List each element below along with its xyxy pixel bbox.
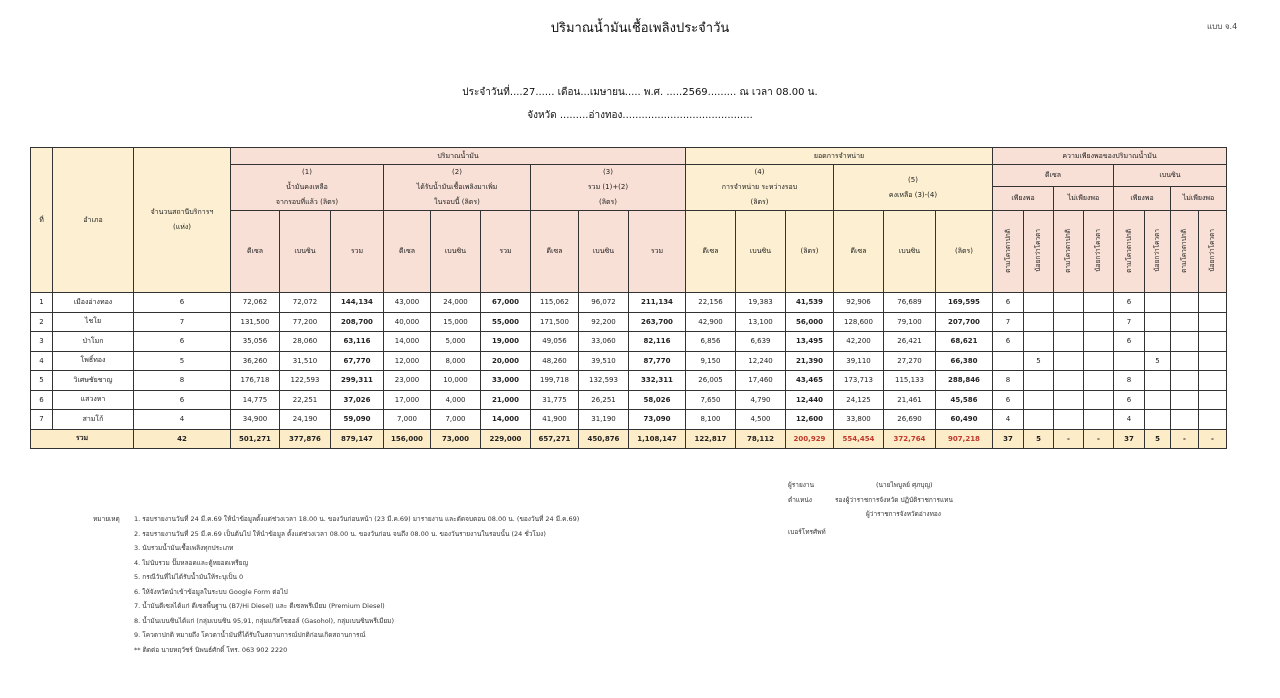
total-value: 200,929: [786, 429, 834, 448]
row-stations: 4: [134, 410, 231, 430]
leaf-quota-normal: ตามโควตาปกติ: [1003, 228, 1012, 273]
row-sufficiency: [1145, 312, 1171, 332]
row-value: 263,700: [629, 312, 686, 332]
sub4-unit: (ลิตร): [750, 198, 769, 206]
note-item: 7. น้ำมันดีเซลได้แก่ ดีเซลพื้นฐาน (B7/Hi Diesel) และ ดีเซลพรีเมียม (Premium Diesel): [134, 602, 385, 610]
row-value: 67,770: [331, 351, 384, 371]
row-sufficiency: [1024, 312, 1054, 332]
leaf-quota-less: น้อยกว่าโควตา: [1034, 229, 1042, 272]
row-sufficiency: [1084, 312, 1114, 332]
row-value: 27,270: [884, 351, 936, 371]
row-value: 173,713: [834, 371, 884, 391]
row-no: 3: [31, 332, 53, 352]
row-value: 87,770: [629, 351, 686, 371]
row-sufficiency: [1199, 390, 1227, 410]
row-value: 24,125: [834, 390, 884, 410]
date-line: ประจำวันที่....27...... เดือน...เมษายน..... พ.ศ. .....2569......... ณ เวลา 08.00 น.: [462, 87, 818, 98]
row-district: ป่าโมก: [53, 332, 134, 352]
row-value: 42,900: [686, 312, 736, 332]
table-row: [31, 293, 1227, 313]
reporter-label: ผู้รายงาน: [788, 481, 815, 489]
position-label: ตำแหน่ง: [788, 496, 812, 504]
row-sufficiency: 8: [993, 371, 1024, 391]
note-item: ** ติดต่อ นายหฤวัชร์ นิพนธ์ศักดิ์ โทร. 063 902 2220: [134, 645, 288, 654]
table-row: [31, 410, 1227, 430]
row-value: 39,110: [834, 351, 884, 371]
leaf-total: รวม: [629, 211, 686, 293]
row-value: 26,421: [884, 332, 936, 352]
note-text: 1. รอบรายงานวันที่ 24 มี.ค.69 ให้นำข้อมูลตั้งแต่ช่วงเวลา 18.00 น. ของวันก่อนหน้า (23 มี.ค.69) มารายงาน และตัดจบตอน 08.00 น. (ของวันที่ 24 มี.ค.69): [134, 515, 580, 523]
row-value: 76,689: [884, 293, 936, 313]
total-value: 122,817: [686, 429, 736, 448]
leaf-quota-less: น้อยกว่าโควตา: [1208, 229, 1216, 272]
sub2-num: (2): [452, 168, 462, 176]
sub5-title: คงเหลือ (3)-(4): [888, 190, 938, 199]
suf-diesel-header: ดีเซล: [993, 165, 1114, 187]
row-sufficiency: 6: [1114, 293, 1145, 313]
row-sufficiency: 6: [993, 390, 1024, 410]
row-value: 31,190: [579, 410, 629, 430]
row-sufficiency: [1024, 410, 1054, 430]
row-value: 4,500: [736, 410, 786, 430]
row-value: 332,311: [629, 371, 686, 391]
total-sufficiency: 37: [1114, 429, 1145, 448]
row-value: 14,000: [384, 332, 431, 352]
row-stations: 6: [134, 293, 231, 313]
row-value: 63,116: [331, 332, 384, 352]
row-stations: 7: [134, 312, 231, 332]
row-value: 82,116: [629, 332, 686, 352]
row-sufficiency: [993, 351, 1024, 371]
row-value: 15,000: [431, 312, 481, 332]
row-sufficiency: [1084, 293, 1114, 313]
row-value: 22,156: [686, 293, 736, 313]
row-value: 48,260: [531, 351, 579, 371]
row-value: 96,072: [579, 293, 629, 313]
row-district: แสวงหา: [53, 390, 134, 410]
row-stations: 6: [134, 332, 231, 352]
leaf-quota-normal: ตามโควตาปกติ: [1064, 228, 1072, 273]
row-value: 115,133: [884, 371, 936, 391]
col-stations-header: [134, 148, 231, 293]
row-sufficiency: [1145, 332, 1171, 352]
col-stations-line2: (แห่ง): [172, 223, 191, 231]
row-value: 41,539: [786, 293, 834, 313]
row-value: 7,000: [384, 410, 431, 430]
row-value: 58,026: [629, 390, 686, 410]
row-value: 21,000: [481, 390, 531, 410]
row-sufficiency: [1199, 371, 1227, 391]
leaf-benzin: เบนซิน: [884, 211, 936, 293]
row-value: 169,595: [936, 293, 993, 313]
leaf-total: รวม: [331, 211, 384, 293]
row-value: 4,000: [431, 390, 481, 410]
row-value: 5,000: [431, 332, 481, 352]
col-district-header: อำเภอ: [53, 148, 134, 293]
row-sufficiency: [1054, 351, 1084, 371]
row-stations: 6: [134, 390, 231, 410]
sub1-title: น้ำมันคงเหลือ: [286, 183, 328, 191]
row-value: 17,000: [384, 390, 431, 410]
row-value: 299,311: [331, 371, 384, 391]
note-item: 2. รอบรายงานวันที่ 25 มี.ค.69 เป็นต้นไป ให้นำข้อมูล ตั้งแต่ช่วงเวลา 08.00 น. ของวันก่อน จนถึง 08.00 น. ของวันรายงานในรอบนั้น (24 ชั่วโมง): [134, 529, 546, 538]
row-value: 13,495: [786, 332, 834, 352]
total-value: 879,147: [331, 429, 384, 448]
row-value: 8,000: [431, 351, 481, 371]
total-value: 229,000: [481, 429, 531, 448]
row-value: 288,846: [936, 371, 993, 391]
leaf-liters: (ลิตร): [936, 211, 993, 293]
reporter-name: (นายไพบูลย์ ศุภบุญ): [876, 481, 933, 489]
row-no: 7: [31, 410, 53, 430]
note-item: 3. นับรวมน้ำมันเชื้อเพลิงทุกประเภท: [134, 544, 234, 552]
total-value: 450,876: [579, 429, 629, 448]
notes-section: [93, 512, 579, 657]
row-value: 144,134: [331, 293, 384, 313]
row-value: 92,906: [834, 293, 884, 313]
fuel-table: [30, 147, 1227, 449]
leaf-benzin: เบนซิน: [431, 211, 481, 293]
total-value: 907,218: [936, 429, 993, 448]
row-district: เมืองอ่างทอง: [53, 293, 134, 313]
form-code: แบบ จ.4: [1207, 22, 1238, 31]
row-sufficiency: [1054, 312, 1084, 332]
sub3-unit: (ลิตร): [598, 198, 618, 206]
row-sufficiency: 6: [993, 332, 1024, 352]
note-item: 9. โควตาปกติ หมายถึง โควตาน้ำมันที่ได้รับในสถานการณ์ปกติก่อนเกิดสถานการณ์: [134, 631, 366, 639]
note-item: 4. ไม่นับรวม ปั๊มหลอดและตู้หยอดเหรียญ: [134, 558, 249, 567]
row-value: 132,593: [579, 371, 629, 391]
row-value: 33,000: [481, 371, 531, 391]
total-sufficiency: -: [1171, 429, 1199, 448]
row-sufficiency: 4: [993, 410, 1024, 430]
row-sufficiency: 4: [1114, 410, 1145, 430]
row-sufficiency: [1054, 410, 1084, 430]
sub3-header: [531, 165, 686, 211]
row-sufficiency: [1199, 293, 1227, 313]
row-value: 8,100: [686, 410, 736, 430]
table-row: [31, 351, 1227, 371]
row-sufficiency: [1171, 351, 1199, 371]
row-value: 21,390: [786, 351, 834, 371]
row-sufficiency: [1171, 293, 1199, 313]
row-value: 19,000: [481, 332, 531, 352]
row-value: 43,000: [384, 293, 431, 313]
row-sufficiency: [1145, 371, 1171, 391]
note-item: 6. ให้จังหวัดนำเข้าข้อมูลในระบบ Google Form ต่อไป: [134, 587, 288, 596]
total-row: [31, 429, 1227, 448]
row-sufficiency: [1145, 390, 1171, 410]
row-sufficiency: [1084, 390, 1114, 410]
sub2-header: [384, 165, 531, 211]
row-sufficiency: 6: [1114, 390, 1145, 410]
note-item: 5. กรณีวันที่ไม่ได้รับน้ำมันให้ระบุเป็น 0: [134, 573, 244, 581]
total-value: 372,764: [884, 429, 936, 448]
row-value: 42,200: [834, 332, 884, 352]
benzin-insufficient-header: ไม่เพียงพอ: [1171, 187, 1227, 211]
sub1-header: [231, 165, 384, 211]
province-line: จังหวัด .........อ่างทอง.........................................: [527, 110, 753, 121]
row-value: 24,190: [280, 410, 331, 430]
row-value: 35,056: [231, 332, 280, 352]
row-sufficiency: 7: [1114, 312, 1145, 332]
row-value: 39,510: [579, 351, 629, 371]
row-value: 6,639: [736, 332, 786, 352]
row-value: 56,000: [786, 312, 834, 332]
table-row: [31, 332, 1227, 352]
leaf-quota-normal: ตามโควตาปกติ: [1180, 228, 1188, 273]
row-value: 37,026: [331, 390, 384, 410]
leaf-diesel: ดีเซล: [686, 211, 736, 293]
row-sufficiency: [1171, 371, 1199, 391]
row-sufficiency: [1054, 293, 1084, 313]
row-value: 43,465: [786, 371, 834, 391]
sub4-title: การจำหน่าย ระหว่างรอบ: [721, 183, 798, 191]
sub5-num: (5): [908, 175, 918, 184]
row-value: 128,600: [834, 312, 884, 332]
row-value: 14,000: [481, 410, 531, 430]
row-sufficiency: [1084, 351, 1114, 371]
notes-label: หมายเหตุ: [93, 515, 120, 523]
row-district: ไชโย: [53, 312, 134, 332]
row-no: 6: [31, 390, 53, 410]
leaf-diesel: ดีเซล: [531, 211, 579, 293]
leaf-benzin: เบนซิน: [579, 211, 629, 293]
row-value: 7,000: [431, 410, 481, 430]
group-quantity-header: ปริมาณน้ำมัน: [231, 148, 686, 165]
row-value: 199,718: [531, 371, 579, 391]
row-value: 14,775: [231, 390, 280, 410]
row-value: 12,000: [384, 351, 431, 371]
row-value: 122,593: [280, 371, 331, 391]
row-sufficiency: [1145, 293, 1171, 313]
row-value: 6,856: [686, 332, 736, 352]
row-sufficiency: [1024, 371, 1054, 391]
row-value: 72,072: [280, 293, 331, 313]
leaf-diesel: ดีเซล: [231, 211, 280, 293]
leaf-total: รวม: [481, 211, 531, 293]
row-value: 10,000: [431, 371, 481, 391]
col-no-header: ที่: [31, 148, 53, 293]
row-no: 1: [31, 293, 53, 313]
total-label: รวม: [31, 429, 134, 448]
row-value: 68,621: [936, 332, 993, 352]
phone-label: เบอร์โทรศัพท์: [788, 528, 826, 536]
total-sufficiency: -: [1054, 429, 1084, 448]
row-value: 24,000: [431, 293, 481, 313]
total-value: 657,271: [531, 429, 579, 448]
row-value: 211,134: [629, 293, 686, 313]
sub4-num: (4): [754, 168, 765, 176]
row-value: 77,200: [280, 312, 331, 332]
row-sufficiency: [1054, 390, 1084, 410]
row-district: วิเศษชัยชาญ: [53, 371, 134, 391]
row-value: 19,383: [736, 293, 786, 313]
row-value: 26,690: [884, 410, 936, 430]
row-sufficiency: [1114, 351, 1145, 371]
diesel-sufficient-header: เพียงพอ: [993, 187, 1054, 211]
row-value: 59,090: [331, 410, 384, 430]
leaf-benzin: เบนซิน: [736, 211, 786, 293]
row-value: 22,251: [280, 390, 331, 410]
row-value: 55,000: [481, 312, 531, 332]
leaf-benzin: เบนซิน: [280, 211, 331, 293]
row-sufficiency: [1199, 351, 1227, 371]
leaf-diesel: ดีเซล: [834, 211, 884, 293]
row-value: 79,100: [884, 312, 936, 332]
row-value: 45,586: [936, 390, 993, 410]
row-value: 4,790: [736, 390, 786, 410]
row-sufficiency: [1199, 410, 1227, 430]
leaf-quota-less: น้อยกว่าโควตา: [1094, 229, 1102, 272]
total-sufficiency: 5: [1024, 429, 1054, 448]
row-sufficiency: [1171, 332, 1199, 352]
row-stations: 5: [134, 351, 231, 371]
note-item: 8. น้ำมันเบนซินได้แก่ (กลุ่มเบนซิน 95,91, กลุ่มแก๊สโซฮอล์ (Gasohol), กลุ่มเบนซินพรีเมียม): [134, 616, 394, 625]
row-sufficiency: [1054, 371, 1084, 391]
row-value: 208,700: [331, 312, 384, 332]
position-line1: รองผู้ว่าราชการจังหวัด ปฏิบัติราชการแทน: [835, 496, 953, 504]
row-sufficiency: 8: [1114, 371, 1145, 391]
total-value: 554,454: [834, 429, 884, 448]
row-sufficiency: [1084, 371, 1114, 391]
row-sufficiency: 6: [1114, 332, 1145, 352]
total-value: 377,876: [280, 429, 331, 448]
table-row: [31, 371, 1227, 391]
sub5-header: [834, 165, 993, 211]
row-value: 67,000: [481, 293, 531, 313]
row-sufficiency: 5: [1024, 351, 1054, 371]
row-value: 31,510: [280, 351, 331, 371]
leaf-liters: (ลิตร): [786, 211, 834, 293]
total-sufficiency: -: [1199, 429, 1227, 448]
row-value: 131,500: [231, 312, 280, 332]
row-sufficiency: 5: [1145, 351, 1171, 371]
row-value: 31,775: [531, 390, 579, 410]
row-sufficiency: [1084, 332, 1114, 352]
total-value: 78,112: [736, 429, 786, 448]
row-value: 40,000: [384, 312, 431, 332]
row-value: 49,056: [531, 332, 579, 352]
row-sufficiency: [1084, 410, 1114, 430]
row-value: 20,000: [481, 351, 531, 371]
row-value: 21,461: [884, 390, 936, 410]
row-value: 9,150: [686, 351, 736, 371]
row-sufficiency: [1145, 410, 1171, 430]
page-title: ปริมาณน้ำมันเชื้อเพลิงประจำวัน: [550, 21, 730, 36]
leaf-quota-less: น้อยกว่าโควตา: [1153, 229, 1161, 272]
row-value: 26,005: [686, 371, 736, 391]
row-sufficiency: [1024, 390, 1054, 410]
row-value: 23,000: [384, 371, 431, 391]
leaf-diesel: ดีเซล: [384, 211, 431, 293]
total-value: 73,000: [431, 429, 481, 448]
sub1-unit: จากรอบที่แล้ว (ลิตร): [275, 198, 339, 206]
row-district: สามโก้: [53, 410, 134, 430]
row-sufficiency: [1024, 293, 1054, 313]
row-no: 2: [31, 312, 53, 332]
row-value: 66,380: [936, 351, 993, 371]
total-stations: 42: [134, 429, 231, 448]
row-value: 73,090: [629, 410, 686, 430]
row-sufficiency: [1024, 332, 1054, 352]
total-value: 501,271: [231, 429, 280, 448]
row-value: 17,460: [736, 371, 786, 391]
row-sufficiency: 7: [993, 312, 1024, 332]
row-value: 28,060: [280, 332, 331, 352]
row-value: 12,440: [786, 390, 834, 410]
total-sufficiency: 37: [993, 429, 1024, 448]
row-value: 60,490: [936, 410, 993, 430]
sub1-num: (1): [302, 168, 312, 176]
row-value: 34,900: [231, 410, 280, 430]
total-sufficiency: 5: [1145, 429, 1171, 448]
sub3-num: (3): [603, 168, 613, 176]
row-value: 171,500: [531, 312, 579, 332]
row-value: 12,240: [736, 351, 786, 371]
row-value: 13,100: [736, 312, 786, 332]
row-value: 36,260: [231, 351, 280, 371]
row-no: 4: [31, 351, 53, 371]
benzin-sufficient-header: เพียงพอ: [1114, 187, 1171, 211]
position-line2: ผู้ว่าราชการจังหวัดอ่างทอง: [866, 510, 941, 518]
total-sufficiency: -: [1084, 429, 1114, 448]
col-stations-line1: จำนวนสถานีบริการฯ: [150, 208, 214, 216]
sub2-title: ได้รับน้ำมันเชื้อเพลิงมาเพิ่ม: [416, 183, 498, 191]
row-value: 33,060: [579, 332, 629, 352]
row-no: 5: [31, 371, 53, 391]
row-value: 26,251: [579, 390, 629, 410]
group-sales-header: ยอดการจำหน่าย: [686, 148, 993, 165]
row-value: 207,700: [936, 312, 993, 332]
table-row: [31, 312, 1227, 332]
row-value: 7,650: [686, 390, 736, 410]
row-value: 115,062: [531, 293, 579, 313]
row-sufficiency: [1199, 312, 1227, 332]
sub3-title: รวม (1)+(2): [587, 183, 629, 191]
row-value: 92,200: [579, 312, 629, 332]
row-value: 41,900: [531, 410, 579, 430]
row-sufficiency: [1054, 332, 1084, 352]
total-value: 156,000: [384, 429, 431, 448]
diesel-insufficient-header: ไม่เพียงพอ: [1054, 187, 1114, 211]
row-district: โพธิ์ทอง: [53, 351, 134, 371]
row-value: 176,718: [231, 371, 280, 391]
row-value: 12,600: [786, 410, 834, 430]
row-sufficiency: [1199, 332, 1227, 352]
sub2-unit: ในรอบนี้ (ลิตร): [434, 198, 480, 206]
note-item: [93, 512, 579, 527]
row-value: 72,062: [231, 293, 280, 313]
row-sufficiency: [1171, 410, 1199, 430]
total-value: 1,108,147: [629, 429, 686, 448]
row-sufficiency: 6: [993, 293, 1024, 313]
row-value: 33,800: [834, 410, 884, 430]
sub4-header: [686, 165, 834, 211]
row-sufficiency: [1171, 390, 1199, 410]
row-sufficiency: [1171, 312, 1199, 332]
table-row: [31, 390, 1227, 410]
group-sufficiency-header: ความเพียงพอของปริมาณน้ำมัน: [993, 148, 1227, 165]
leaf-quota-normal: ตามโควตาปกติ: [1124, 228, 1133, 273]
row-stations: 8: [134, 371, 231, 391]
suf-benzin-header: เบนซิน: [1114, 165, 1227, 187]
